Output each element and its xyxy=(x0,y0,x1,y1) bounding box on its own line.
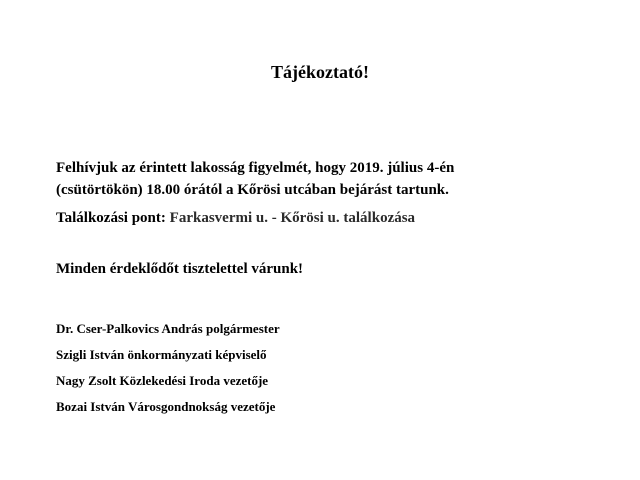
signatory-line: Bozai István Városgondnokság vezetője xyxy=(56,399,276,414)
invitation-text: Minden érdeklődőt tisztelettel várunk! xyxy=(56,261,304,277)
signatory-line: Nagy Zsolt Közlekedési Iroda vezetője xyxy=(56,373,269,388)
meeting-point xyxy=(56,207,616,229)
page-title: Tájékoztató! xyxy=(271,62,369,82)
notice-line-2: (csütörtökön) 18.00 órától a Kőrösi utcában bejárást tartunk. xyxy=(56,182,449,198)
notice-paragraph xyxy=(56,157,616,201)
meeting-point-value: Farkasvermi u. - Kőrösi u. találkozása xyxy=(169,210,416,226)
signatory-line: Szigli István önkormányzati képviselő xyxy=(56,347,267,362)
notice-line-1: Felhívjuk az érintett lakosság figyelmét, hogy 2019. július 4-én xyxy=(56,160,455,176)
signatory-line: Dr. Cser-Palkovics András polgármester xyxy=(56,321,280,336)
meeting-point-label: Találkozási pont: xyxy=(56,210,166,226)
